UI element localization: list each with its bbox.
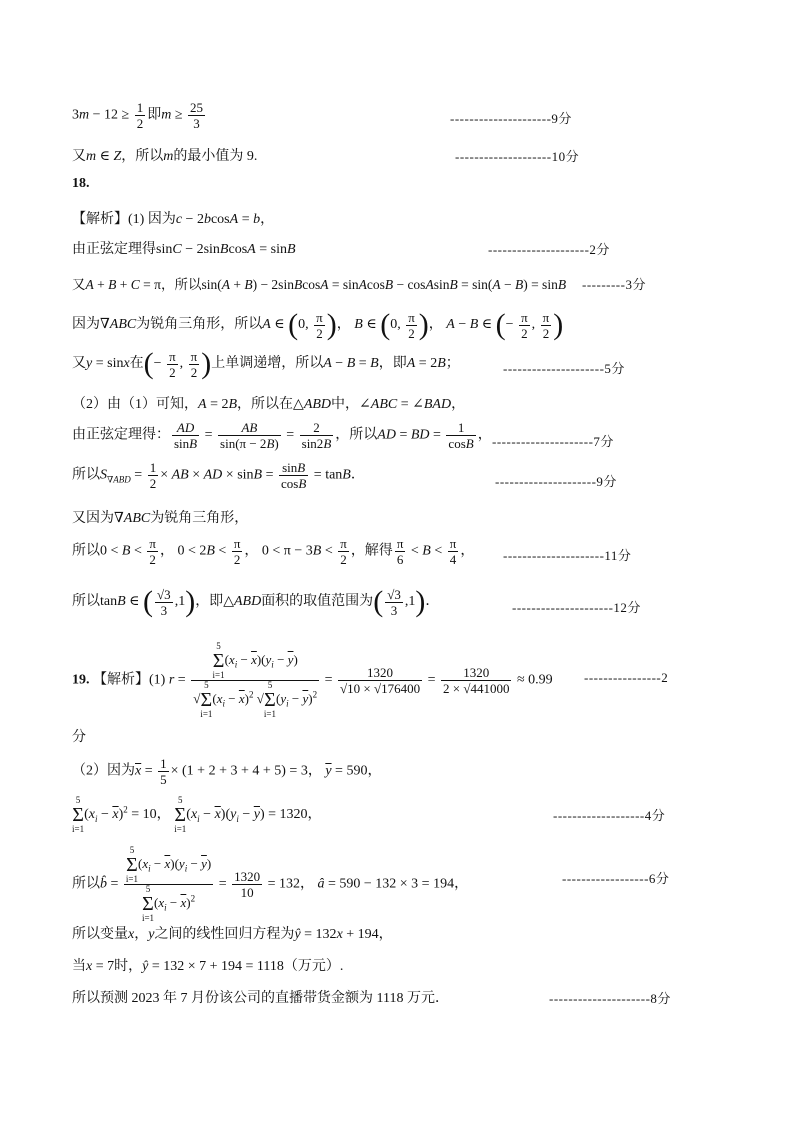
question-19-title: 19. bbox=[72, 672, 90, 688]
score-5: ---------------------5分 bbox=[503, 361, 625, 376]
line-1: 3m − 12 ≥ $\frac{1}{2}$ 即m ≥ $\frac{25}{3}$ bbox=[72, 100, 204, 131]
line-2: 又m ∈ Z，所以m的最小值为 9. bbox=[72, 149, 258, 164]
line-19-6: 当x = 7时，ŷ = 132 × 7 + 194 = 1118（万元）. bbox=[72, 959, 344, 974]
score-9-a: ---------------------9分 bbox=[450, 111, 572, 126]
line-18-7: 由正弦定理得： $\frac{AD}{\sin B}$ = $\frac{AB}{\sin(\pi - 2B)}$ = $\frac{2}{\sin 2B}$ ，所以AD = BD = $\frac{1}{\cos B}$ ， bbox=[72, 420, 492, 451]
line-18-2: 由正弦定理得sinC − 2sinBcosA = sinB bbox=[72, 242, 296, 257]
score-9-b: ---------------------9分 bbox=[495, 474, 617, 489]
score-11: ---------------------11分 bbox=[503, 548, 632, 563]
score-3: ---------3分 bbox=[582, 277, 646, 292]
question-18-title: 18. bbox=[72, 176, 90, 191]
score-19-2-wrap: 分 bbox=[72, 730, 86, 745]
line-19-1: 19. 【解析】(1) r = 5 Σ $i=1(x_i - \overline{x})(y_i - \overline{y})$ √5 Σ $i=1(x_i - \overline{x})^2$ √5 Σ $i=1(y_i - \overline{y})^2$ = $\frac{1320}{√10 \times √176400}$ = $\frac{1320}{2 \times √441000}$ ≈ 0.99 bbox=[72, 641, 553, 719]
line-18-11: 所以tanB ∈ ( $\frac{√3}{3}$ ,1)，即△ABD面积的取值范围为( $\frac{√3}{3}$ ,1)． bbox=[72, 585, 440, 618]
line-19-3: 5 Σ $i=1(x_i - \overline{x})^2 = 10$， 5 Σ $i=1(x_i - \overline{x})(y_i - \overline{y}) = 1320$， bbox=[72, 795, 322, 834]
line-18-8: 所以$S_{\nabla ABD}$ = $\frac{1}{2}$ × AB × AD × sinB = $\frac{\sin B}{\cos B}$ = tanB． bbox=[72, 460, 365, 491]
line-18-10: 所以0 < B < $\frac{\pi}{2}$ ， 0 < 2B < $\frac{\pi}{2}$ ， 0 < π − 3B < $\frac{\pi}{2}$ ，解得 $\frac{\pi}{6}$ < B < $\frac{\pi}{4}$ ， bbox=[72, 536, 475, 567]
score-2: ---------------------2分 bbox=[488, 242, 610, 257]
line-19-2: （2）因为$\overline{x}$ = $\frac{1}{5}$ × (1 + 2 + 3 + 4 + 5) = 3， $\overline{y} = 590$， bbox=[72, 756, 382, 787]
line-18-3: 又A + B + C = π，所以sin(A + B) − 2sinBcosA = sinAcosB − cosAsinB = sin(A − B) = sinB bbox=[72, 277, 567, 292]
score-8: ---------------------8分 bbox=[549, 991, 671, 1006]
score-12: ---------------------12分 bbox=[512, 600, 641, 615]
score-7: ---------------------7分 bbox=[492, 434, 614, 449]
line-18-9: 又因为∇ABC为锐角三角形， bbox=[72, 511, 249, 526]
line-18-1: 【解析】(1) 因为c − 2bcosA = b， bbox=[72, 212, 275, 227]
line-19-4: 所以b̂ = 5 Σ $i=1(x_i - \overline{x})(y_i - \overline{y})$ 5 Σ $i=1(x_i - \overline{x})^2$ = $\frac{1320}{10}$ = 132， â = 590 − 132 × 3 = 194， bbox=[72, 845, 469, 923]
score-4: -------------------4分 bbox=[553, 808, 666, 823]
line-18-5: 又y = sinx在(− $\frac{\pi}{2}$ , $\frac{\pi}{2}$ )上单调递增，所以A − B = B，即A = 2B； bbox=[72, 347, 460, 380]
score-6: ------------------6分 bbox=[562, 871, 670, 886]
line-18-4: 因为∇ABC为锐角三角形，所以A ∈ (0, $\frac{\pi}{2}$ )， B ∈ (0, $\frac{\pi}{2}$ )， A − B ∈ (− $\frac{\pi}{2}$ , $\frac{\pi}{2}$ ) bbox=[72, 308, 564, 341]
line-18-6: （2）由（1）可知，A = 2B，所以在△ABD中，∠ABC = ∠BAD， bbox=[72, 397, 466, 412]
line-19-5: 所以变量x，y之间的线性回归方程为ŷ = 132x + 194， bbox=[72, 927, 393, 942]
score-19-2: ----------------2 bbox=[584, 670, 669, 685]
score-10: --------------------10分 bbox=[455, 149, 580, 164]
line-19-7: 所以预测 2023 年 7 月份该公司的直播带货金额为 1118 万元． bbox=[72, 991, 449, 1006]
